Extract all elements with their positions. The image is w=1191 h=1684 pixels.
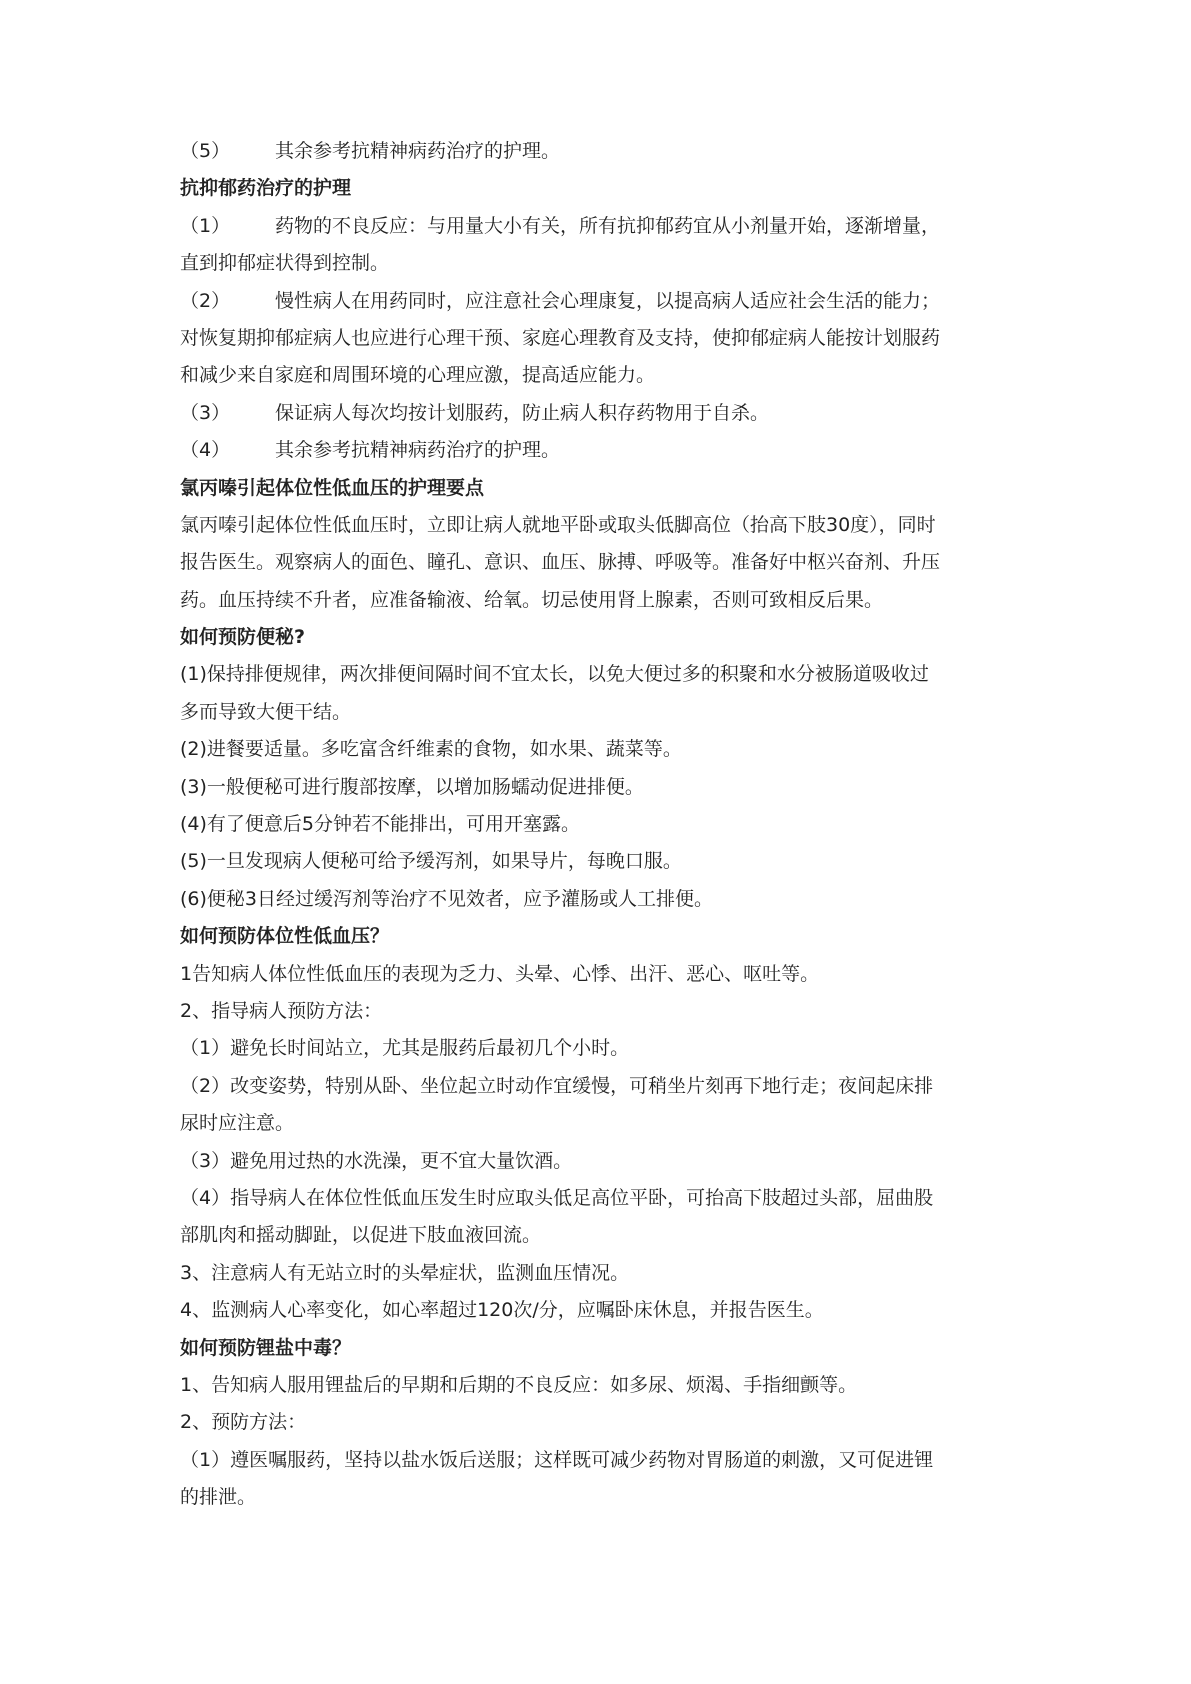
section-heading: 氯丙嗪引起体位性低血压的护理要点 <box>180 476 485 499</box>
item-text: 其余参考抗精神病药治疗的护理。 <box>275 439 561 462</box>
section-heading: 如何预防便秘? <box>180 626 306 649</box>
paragraph-line: (2)进餐要适量。多吃富含纤维素的食物，如水果、蔬菜等。 <box>180 738 682 761</box>
item-text: 慢性病人在用药同时，应注意社会心理康复，以提高病人适应社会生活的能力； <box>275 289 941 312</box>
paragraph-line: 的排泄。 <box>180 1486 257 1509</box>
paragraph-line: 2、预防方法： <box>180 1411 307 1434</box>
paragraph-line: 报告医生。观察病人的面色、瞳孔、意识、血压、脉搏、呼吸等。准备好中枢兴奋剂、升压 <box>180 551 941 574</box>
paragraph-line: (1)保持排便规律，两次排便间隔时间不宜太长，以免大便过多的积聚和水分被肠道吸收过 <box>180 663 929 686</box>
paragraph-line: （1）避免长时间站立，尤其是服药后最初几个小时。 <box>180 1037 630 1060</box>
paragraph-line: 多而导致大便干结。 <box>180 700 352 723</box>
paragraph-line: 和减少来自家庭和周围环境的心理应激，提高适应能力。 <box>180 364 656 387</box>
numbered-item <box>180 283 1025 320</box>
paragraph-line: 氯丙嗪引起体位性低血压时，立即让病人就地平卧或取头低脚高位（抬高下肢30度），同时 <box>180 513 936 536</box>
paragraph-line: (4)有了便意后5分钟若不能排出，可用开塞露。 <box>180 813 581 836</box>
numbered-item <box>180 208 1025 245</box>
paragraph-line: 4、监测病人心率变化，如心率超过120次/分，应嘱卧床休息，并报告医生。 <box>180 1299 824 1322</box>
document-body <box>180 133 1025 1516</box>
numbered-item <box>180 432 1025 469</box>
item-text: 其余参考抗精神病药治疗的护理。 <box>275 140 561 162</box>
paragraph-line: （2）改变姿势，特别从卧、坐位起立时动作宜缓慢，可稍坐片刻再下地行走；夜间起床排 <box>180 1074 934 1097</box>
item-number: （5） <box>180 140 231 162</box>
paragraph-line: 3、注意病人有无站立时的头晕症状，监测血压情况。 <box>180 1261 630 1284</box>
paragraph-line: 直到抑郁症状得到控制。 <box>180 252 390 275</box>
section-heading: 如何预防体位性低血压？ <box>180 925 390 948</box>
paragraph-line: (3)一般便秘可进行腹部按摩，以增加肠蠕动促进排便。 <box>180 775 644 798</box>
paragraph-line: 1告知病人体位性低血压的表现为乏力、头晕、心悸、出汗、恶心、呕吐等。 <box>180 962 820 985</box>
numbered-item <box>180 133 1025 170</box>
section-heading: 如何预防锂盐中毒？ <box>180 1336 352 1359</box>
item-number: （2） <box>180 289 231 312</box>
item-number: （1） <box>180 214 231 237</box>
paragraph-line: （3）避免用过热的水洗澡，更不宜大量饮酒。 <box>180 1149 573 1172</box>
paragraph-line: 药。血压持续不升者，应准备输液、给氧。切忌使用肾上腺素，否则可致相反后果。 <box>180 588 884 611</box>
paragraph-line: (5)一旦发现病人便秘可给予缓泻剂，如果导片，每晚口服。 <box>180 850 682 873</box>
paragraph-line: (6)便秘3日经过缓泻剂等治疗不见效者，应予灌肠或人工排便。 <box>180 887 714 910</box>
paragraph-line: 1、告知病人服用锂盐后的早期和后期的不良反应：如多尿、烦渴、手指细颤等。 <box>180 1373 858 1396</box>
item-text: 药物的不良反应：与用量大小有关，所有抗抑郁药宜从小剂量开始，逐渐增量， <box>275 214 941 237</box>
paragraph-line: 2、指导病人预防方法： <box>180 999 383 1022</box>
item-text: 保证病人每次均按计划服药，防止病人积存药物用于自杀。 <box>275 401 770 424</box>
paragraph-line: 对恢复期抑郁症病人也应进行心理干预、家庭心理教育及支持，使抑郁症病人能按计划服药 <box>180 326 941 349</box>
paragraph-line: 部肌肉和摇动脚趾，以促进下肢血液回流。 <box>180 1224 542 1247</box>
section-heading: 抗抑郁药治疗的护理 <box>180 177 352 200</box>
paragraph-line: 尿时应注意。 <box>180 1112 295 1135</box>
paragraph-line: （1）遵医嘱服药，坚持以盐水饭后送服；这样既可减少药物对胃肠道的刺激，又可促进锂 <box>180 1448 934 1471</box>
paragraph-line: （4）指导病人在体位性低血压发生时应取头低足高位平卧，可抬高下肢超过头部，屈曲股 <box>180 1186 934 1209</box>
numbered-item <box>180 395 1025 432</box>
item-number: （3） <box>180 401 231 424</box>
item-number: （4） <box>180 439 231 462</box>
